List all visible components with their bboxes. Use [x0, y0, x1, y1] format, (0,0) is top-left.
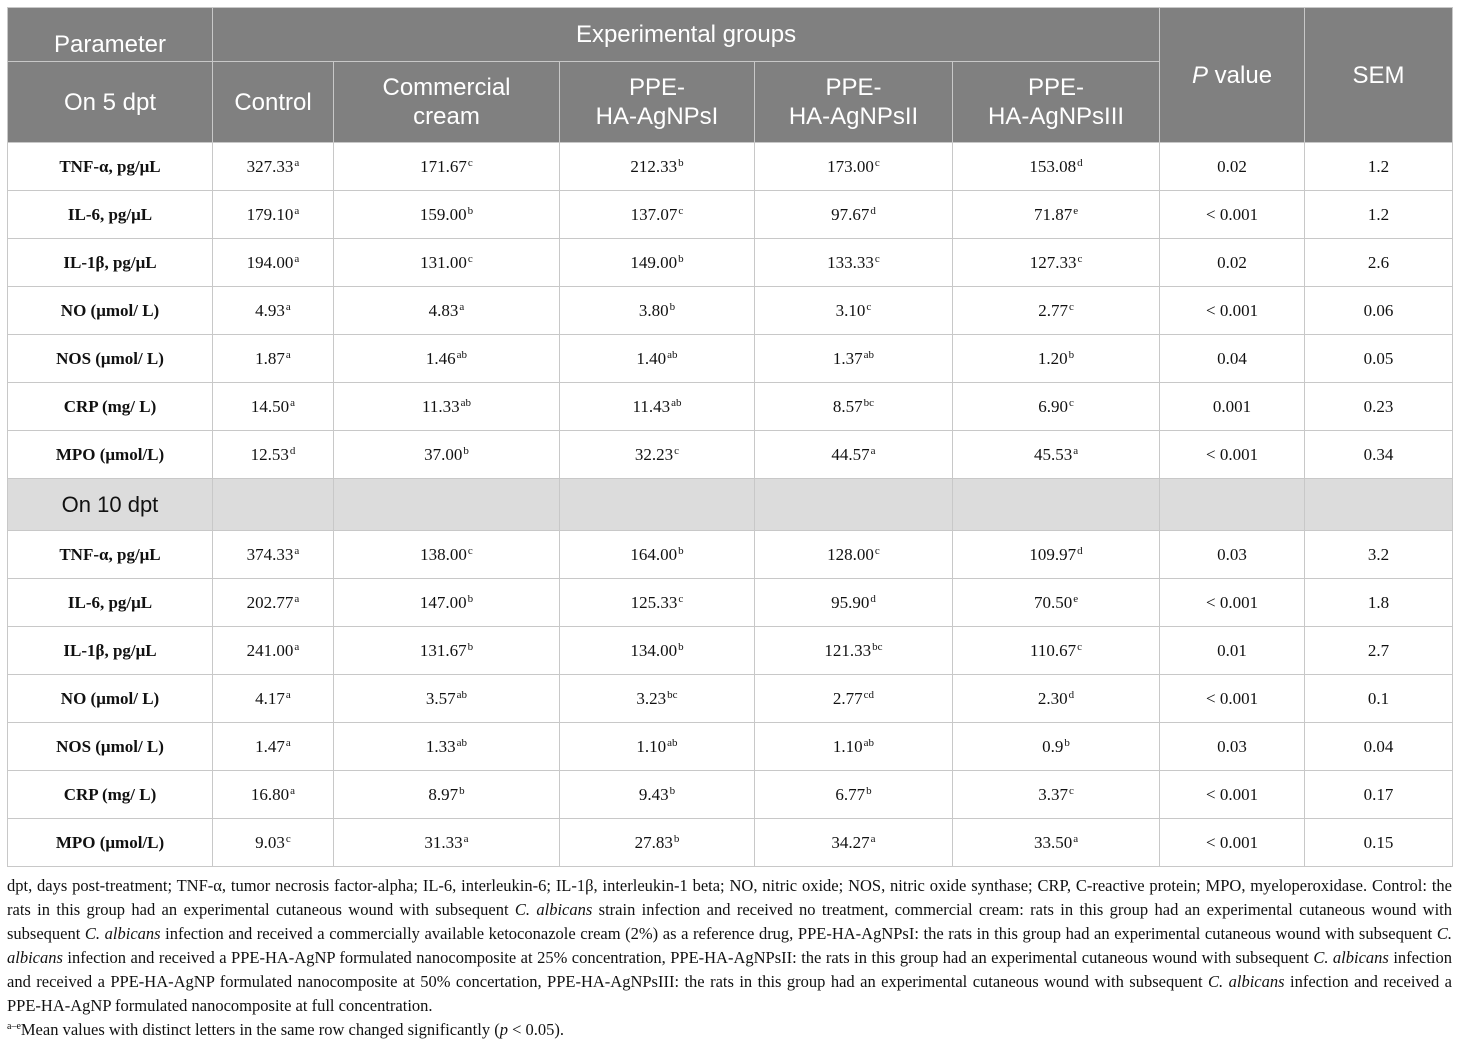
table-row — [8, 579, 1453, 627]
table-header — [8, 8, 1453, 143]
p-value-cell: < 0.001 — [1160, 191, 1305, 239]
value-cell: 70.50e — [953, 579, 1160, 627]
value-cell: 8.57$^{bc}$ — [755, 383, 953, 431]
value-cell: 125.33$^c$ — [560, 579, 755, 627]
p-value-cell: 0.001 — [1160, 383, 1305, 431]
value-cell: 202.77$^a$ — [213, 579, 334, 627]
value-cell: 11.33$^{ab}$ — [334, 383, 560, 431]
table-row — [8, 431, 1453, 479]
group-header-2: Commercial cream — [334, 62, 560, 143]
value-cell: 1.46$^{ab}$ — [334, 335, 560, 383]
value-cell: 34.27$^a$ — [755, 819, 953, 867]
table-footnote — [7, 874, 1452, 1042]
results-table — [7, 7, 1453, 867]
table-row — [8, 771, 1453, 819]
sem-cell: 1.2 — [1305, 143, 1453, 191]
value-cell: 0.9$^b$ — [953, 723, 1160, 771]
table-row — [8, 191, 1453, 239]
p-value-cell: 0.02 — [1160, 239, 1305, 287]
p-value-cell: 0.03 — [1160, 723, 1305, 771]
section-label-10dpt: On 10 dpt — [8, 479, 213, 531]
table-row — [8, 723, 1453, 771]
table-row — [8, 143, 1453, 191]
p-value-cell: < 0.001 — [1160, 431, 1305, 479]
value-cell: 153.08$^d$ — [953, 143, 1160, 191]
parameter-header: Parameter — [8, 8, 213, 62]
sem-cell: 0.04 — [1305, 723, 1453, 771]
significance-note: $^{a-e}$Mean values with distinct letters in the same row changed significantly (p < 0.05). — [7, 1020, 565, 1039]
sem-cell: 0.05 — [1305, 335, 1453, 383]
value-cell: 147.00$^b$ — [334, 579, 560, 627]
value-cell: 32.23$^c$ — [560, 431, 755, 479]
sem-cell: 3.2 — [1305, 531, 1453, 579]
value-cell: 171.67$^c$ — [334, 143, 560, 191]
value-cell: 9.43$^b$ — [560, 771, 755, 819]
value-cell: 37.00$^b$ — [334, 431, 560, 479]
value-cell: 131.00$^c$ — [334, 239, 560, 287]
p-value-cell: < 0.001 — [1160, 771, 1305, 819]
sem-cell: 0.23 — [1305, 383, 1453, 431]
sem-cell: 1.8 — [1305, 579, 1453, 627]
table-row — [8, 239, 1453, 287]
group-header-1: Control — [213, 62, 334, 143]
row-label: IL-1β, pg/μL — [8, 239, 213, 287]
group-header-5: PPE- HA-AgNPsIII — [953, 62, 1160, 143]
p-value-cell: 0.04 — [1160, 335, 1305, 383]
value-cell: 2.30$^d$ — [953, 675, 1160, 723]
p-value-cell: 0.01 — [1160, 627, 1305, 675]
value-cell: 164.00$^b$ — [560, 531, 755, 579]
row-label: NOS (μmol/ L) — [8, 723, 213, 771]
row-label: MPO (μmol/L) — [8, 819, 213, 867]
value-cell: 9.03$^c$ — [213, 819, 334, 867]
value-cell: 159.00$^b$ — [334, 191, 560, 239]
value-cell: 127.33$^c$ — [953, 239, 1160, 287]
p-value-cell: 0.03 — [1160, 531, 1305, 579]
value-cell: 4.93$^a$ — [213, 287, 334, 335]
value-cell: 3.23$^{bc}$ — [560, 675, 755, 723]
row-label: MPO (μmol/L) — [8, 431, 213, 479]
value-cell: 3.37$^c$ — [953, 771, 1160, 819]
value-cell: 1.20$^b$ — [953, 335, 1160, 383]
p-value-header: P value — [1160, 8, 1305, 143]
group-header-3: PPE- HA-AgNPsI — [560, 62, 755, 143]
table-row — [8, 819, 1453, 867]
value-cell: 3.10$^c$ — [755, 287, 953, 335]
row-label: NO (μmol/ L) — [8, 287, 213, 335]
value-cell: 1.40$^{ab}$ — [560, 335, 755, 383]
value-cell: 1.87$^a$ — [213, 335, 334, 383]
sem-header: SEM — [1305, 8, 1453, 143]
value-cell: 137.07$^c$ — [560, 191, 755, 239]
value-cell: 2.77$^{cd}$ — [755, 675, 953, 723]
p-value-cell: < 0.001 — [1160, 675, 1305, 723]
p-value-cell: < 0.001 — [1160, 287, 1305, 335]
sem-cell: 0.06 — [1305, 287, 1453, 335]
value-cell: 11.43$^{ab}$ — [560, 383, 755, 431]
row-label: TNF-α, pg/μL — [8, 143, 213, 191]
value-cell: 121.33$^{bc}$ — [755, 627, 953, 675]
value-cell: 4.17$^a$ — [213, 675, 334, 723]
value-cell: 327.33$^a$ — [213, 143, 334, 191]
section-divider — [8, 479, 1453, 531]
value-cell: 3.80$^b$ — [560, 287, 755, 335]
p-value-cell: < 0.001 — [1160, 819, 1305, 867]
value-cell: 134.00$^b$ — [560, 627, 755, 675]
value-cell: 71.87e — [953, 191, 1160, 239]
section-label-5dpt: On 5 dpt — [8, 62, 213, 143]
value-cell: 1.37$^{ab}$ — [755, 335, 953, 383]
row-label: CRP (mg/ L) — [8, 771, 213, 819]
row-label: NO (μmol/ L) — [8, 675, 213, 723]
footnote-abbreviations: dpt, days post-treatment; TNF-α, tumor necrosis factor-alpha; IL-6, interleukin-6; IL-1β, interleukin-1 beta; NO, nitric oxide; NOS, nitric oxide synthase; CRP, C-reactive protein; MPO, myeloperoxidase. Control: the rats in this group had an experimental cutaneous wound with subsequent C. albicans strain infection and received no treatment, commercial cream: rats in this group had an experimental cutaneous wound with subsequent C. albicans infection and received a commercially available ketoconazole cream (2%) as a reference drug, PPE-HA-AgNPsI: the rats in this group had an experimental cutaneous wound with subsequent C. albicans infection and received a PPE-HA-AgNP formulated nanocomposite at 25% concentration, PPE-HA-AgNPsII: the rats in this group had an experimental cutaneous wound with subsequent C. albicans infection and received a PPE-HA-AgNP formulated nanocomposite at 50% concertation, PPE-HA-AgNPsIII: the rats in this group had an experimental cutaneous wound with subsequent C. albicans infection and received a PPE-HA-AgNP formulated nanocomposite at full concentration. — [7, 876, 1452, 1015]
value-cell: 241.00$^a$ — [213, 627, 334, 675]
value-cell: 14.50$^a$ — [213, 383, 334, 431]
value-cell: 44.57$^a$ — [755, 431, 953, 479]
value-cell: 1.10$^{ab}$ — [755, 723, 953, 771]
value-cell: 45.53$^a$ — [953, 431, 1160, 479]
value-cell: 173.00$^c$ — [755, 143, 953, 191]
value-cell: 109.97$^d$ — [953, 531, 1160, 579]
experimental-groups-header: Experimental groups — [213, 8, 1160, 62]
table-row — [8, 675, 1453, 723]
value-cell: 3.57$^{ab}$ — [334, 675, 560, 723]
value-cell: 374.33$^a$ — [213, 531, 334, 579]
row-label: IL-1β, pg/μL — [8, 627, 213, 675]
row-label: IL-6, pg/μL — [8, 191, 213, 239]
value-cell: 2.77$^c$ — [953, 287, 1160, 335]
value-cell: 1.33$^{ab}$ — [334, 723, 560, 771]
table-row — [8, 531, 1453, 579]
value-cell: 212.33$^b$ — [560, 143, 755, 191]
table-body-10dpt — [8, 531, 1453, 867]
value-cell: 6.77$^b$ — [755, 771, 953, 819]
row-label: IL-6, pg/μL — [8, 579, 213, 627]
p-value-cell: 0.02 — [1160, 143, 1305, 191]
sem-cell: 2.6 — [1305, 239, 1453, 287]
sem-cell: 0.17 — [1305, 771, 1453, 819]
value-cell: 133.33$^c$ — [755, 239, 953, 287]
sem-cell: 2.7 — [1305, 627, 1453, 675]
value-cell: 31.33$^a$ — [334, 819, 560, 867]
value-cell: 128.00$^c$ — [755, 531, 953, 579]
sem-cell: 0.1 — [1305, 675, 1453, 723]
value-cell: 194.00$^a$ — [213, 239, 334, 287]
sem-cell: 0.15 — [1305, 819, 1453, 867]
table-row — [8, 335, 1453, 383]
row-label: CRP (mg/ L) — [8, 383, 213, 431]
value-cell: 110.67$^c$ — [953, 627, 1160, 675]
table-row — [8, 627, 1453, 675]
value-cell: 8.97$^b$ — [334, 771, 560, 819]
value-cell: 16.80$^a$ — [213, 771, 334, 819]
table-row — [8, 287, 1453, 335]
value-cell: 33.50$^a$ — [953, 819, 1160, 867]
value-cell: 1.10$^{ab}$ — [560, 723, 755, 771]
value-cell: 149.00$^b$ — [560, 239, 755, 287]
row-label: TNF-α, pg/μL — [8, 531, 213, 579]
value-cell: 4.83$^a$ — [334, 287, 560, 335]
p-value-cell: < 0.001 — [1160, 579, 1305, 627]
value-cell: 179.10$^a$ — [213, 191, 334, 239]
table-body-5dpt — [8, 143, 1453, 479]
value-cell: 27.83$^b$ — [560, 819, 755, 867]
group-header-4: PPE- HA-AgNPsII — [755, 62, 953, 143]
table-row — [8, 383, 1453, 431]
value-cell: 95.90$^d$ — [755, 579, 953, 627]
sem-cell: 0.34 — [1305, 431, 1453, 479]
value-cell: 12.53$^d$ — [213, 431, 334, 479]
sem-cell: 1.2 — [1305, 191, 1453, 239]
value-cell: 138.00$^c$ — [334, 531, 560, 579]
value-cell: 131.67$^b$ — [334, 627, 560, 675]
value-cell: 97.67$^d$ — [755, 191, 953, 239]
value-cell: 1.47$^a$ — [213, 723, 334, 771]
row-label: NOS (μmol/ L) — [8, 335, 213, 383]
value-cell: 6.90$^c$ — [953, 383, 1160, 431]
